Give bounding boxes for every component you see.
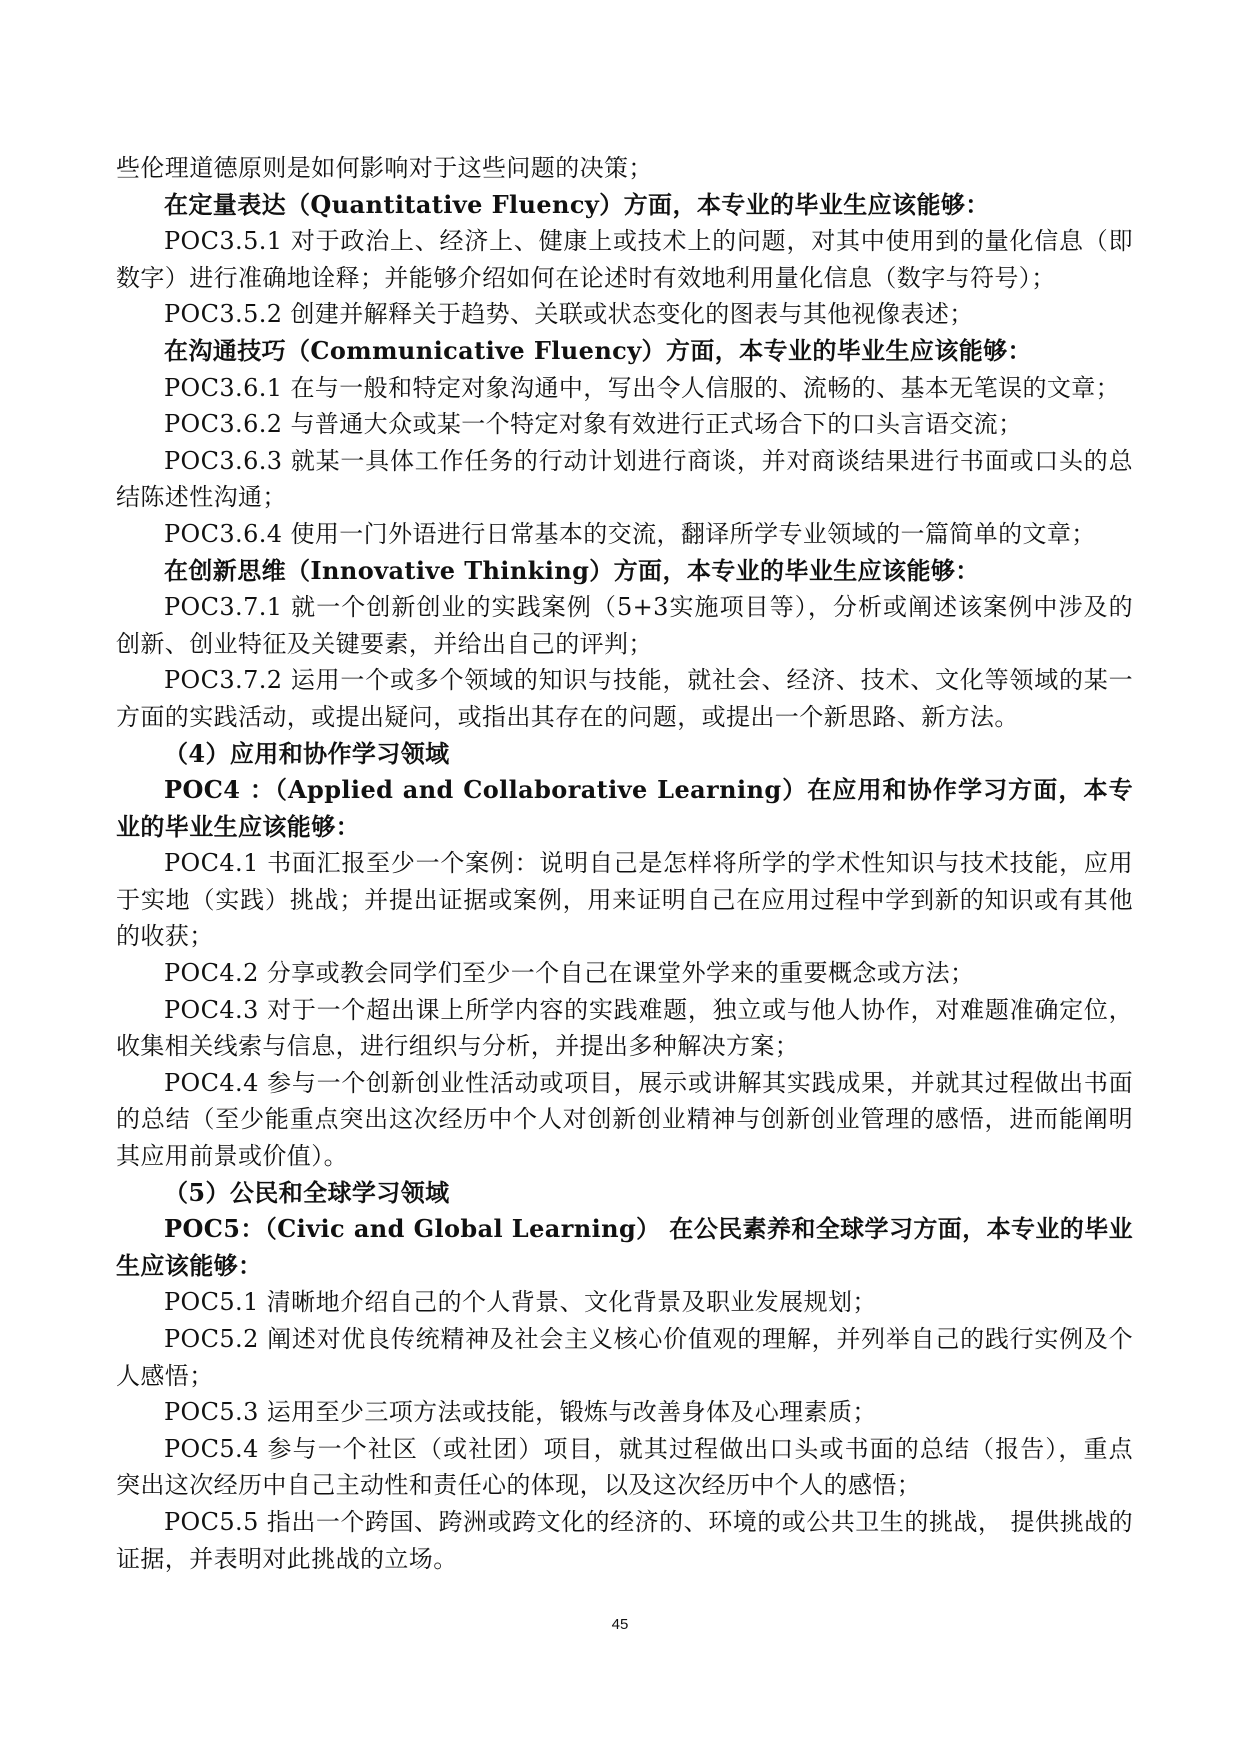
section-heading: 在定量表达（Quantitative Fluency）方面，本专业的毕业生应该能够： (164, 189, 990, 219)
document-body (116, 150, 1133, 1577)
paragraph: POC4.2 分享或教会同学们至少一个自己在课堂外学来的重要概念或方法； (164, 959, 975, 988)
paragraph: POC3.5.2 创建并解释关于趋势、关联或状态变化的图表与其他视像表述； (164, 300, 974, 329)
paragraph: POC3.5.1 对于政治上、经济上、健康上或技术上的问题，对其中使用到的量化信息（即数字）进行准确地诠释；并能够介绍如何在论述时有效地利用量化信息（数字与符号）； (116, 227, 1133, 292)
paragraph: POC5.2 阐述对优良传统精神及社会主义核心价值观的理解，并列举自己的践行实例及个人感悟； (116, 1325, 1133, 1390)
section-heading: （5）公民和全球学习领域 (164, 1177, 450, 1207)
paragraph: POC5.1 清晰地介绍自己的个人背景、文化背景及职业发展规划； (164, 1288, 877, 1317)
paragraph: POC3.7.1 就一个创新创业的实践案例（5+3实施项目等），分析或阐述该案例中涉及的创新、创业特征及关键要素，并给出自己的评判； (116, 593, 1133, 658)
paragraph: POC3.7.2 运用一个或多个领域的知识与技能，就社会、经济、技术、文化等领域的某一方面的实践活动，或提出疑问，或指出其存在的问题，或提出一个新思路、新方法。 (116, 666, 1133, 731)
paragraph: POC3.6.4 使用一门外语进行日常基本的交流，翻译所学专业领域的一篇简单的文章； (164, 519, 1096, 548)
paragraph: POC4.1 书面汇报至少一个案例：说明自己是怎样将所学的学术性知识与技术技能，应用于实地（实践）挑战；并提出证据或案例，用来证明自己在应用过程中学到新的知识或有其他的收获； (116, 849, 1133, 951)
page-number: 45 (611, 1616, 629, 1633)
section-heading: （4）应用和协作学习领域 (164, 738, 450, 768)
paragraph: POC3.6.2 与普通大众或某一个特定对象有效进行正式场合下的口头言语交流； (164, 410, 1023, 439)
paragraph: POC5.3 运用至少三项方法或技能，锻炼与改善身体及心理素质； (164, 1398, 877, 1427)
section-heading: POC5：（Civic and Global Learning） 在公民素养和全球学习方面，本专业的毕业生应该能够： (116, 1214, 1133, 1280)
paragraph: POC5.5 指出一个跨国、跨洲或跨文化的经济的、环境的或公共卫生的挑战， 提供挑战的证据，并表明对此挑战的立场。 (116, 1507, 1133, 1573)
paragraph: POC4.4 参与一个创新创业性活动或项目，展示或讲解其实践成果，并就其过程做出书面的总结（至少能重点突出这次经历中个人对创新创业精神与创新创业管理的感悟，进而能阐明其应用前景或价值）。 (116, 1068, 1133, 1171)
paragraph: POC4.3 对于一个超出课上所学内容的实践难题，独立或与他人协作，对难题准确定位，收集相关线索与信息，进行组织与分析，并提出多种解决方案； (116, 995, 1133, 1061)
paragraph: POC5.4 参与一个社区（或社团）项目，就其过程做出口头或书面的总结（报告），重点突出这次经历中自己主动性和责任心的体现，以及这次经历中个人的感悟； (116, 1434, 1133, 1500)
paragraph: POC3.6.3 就某一具体工作任务的行动计划进行商谈，并对商谈结果进行书面或口头的总结陈述性沟通； (116, 446, 1133, 512)
section-heading: 在创新思维（Innovative Thinking）方面，本专业的毕业生应该能够： (164, 555, 980, 585)
section-heading: POC4 ：（Applied and Collaborative Learning）在应用和协作学习方面，本专业的毕业生应该能够： (116, 775, 1133, 841)
section-heading: 在沟通技巧（Communicative Fluency）方面，本专业的毕业生应该能够： (164, 335, 1032, 365)
paragraph: POC3.6.1 在与一般和特定对象沟通中，写出令人信服的、流畅的、基本无笔误的文章； (164, 373, 1121, 402)
paragraph: 些伦理道德原则是如何影响对于这些问题的决策； (116, 154, 653, 182)
